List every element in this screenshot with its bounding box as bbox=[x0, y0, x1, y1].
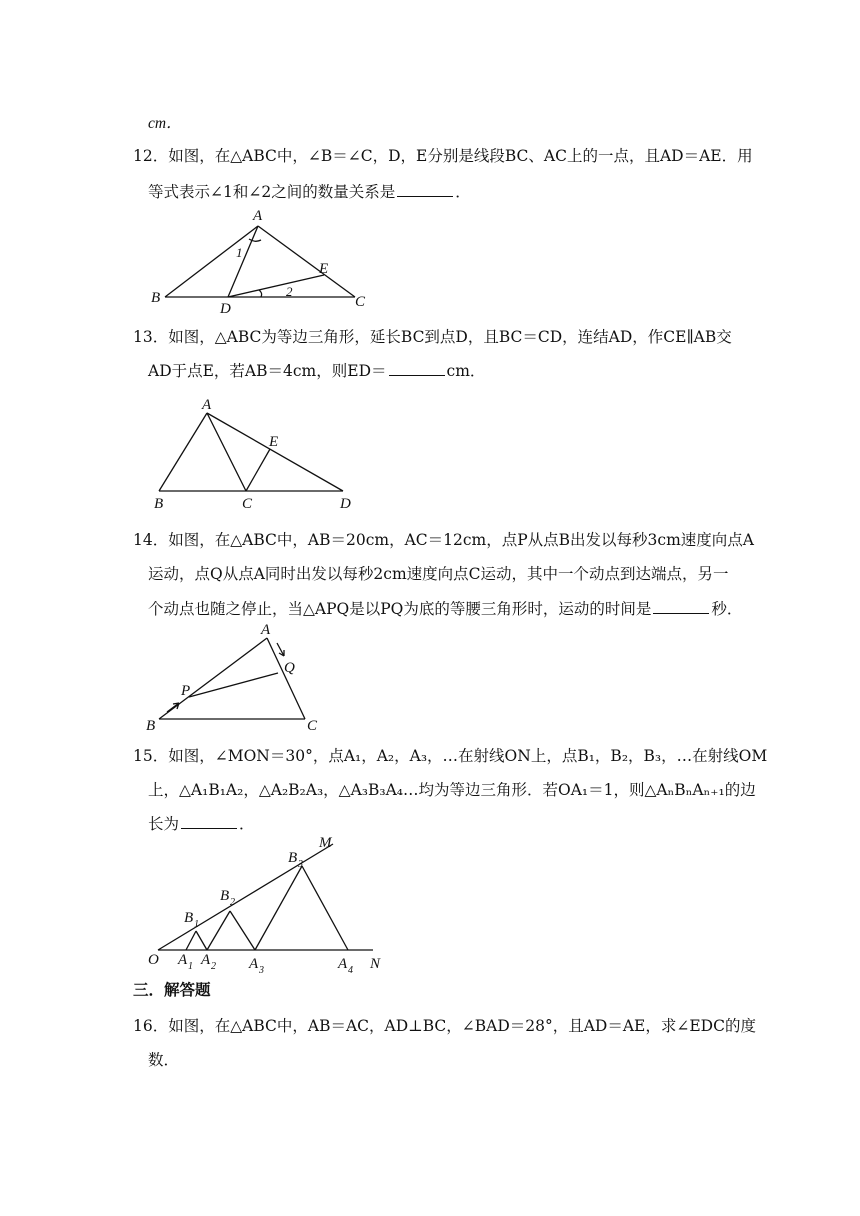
angle-2-label: 2 bbox=[286, 284, 293, 299]
label-D: D bbox=[220, 301, 231, 317]
label-N: N bbox=[370, 956, 381, 972]
q14-line1: 14．如图，在△ABC中，AB＝20cm，AC＝12cm，点P从点B出发以每秒3cm速度向点A bbox=[133, 531, 754, 549]
label-B2: B bbox=[220, 888, 230, 904]
q12-line1: 12．如图，在△ABC中，∠B＝∠C，D，E分别是线段BC、AC上的一点，且AD＝AE．用 bbox=[133, 147, 753, 165]
q12-line2: 等式表示∠1和∠2之间的数量关系是 ． bbox=[148, 183, 471, 201]
q16-line2: 数． bbox=[148, 1051, 180, 1069]
answer-blank bbox=[181, 814, 237, 829]
q14-figure bbox=[143, 620, 343, 735]
q15-line1: 15．如图，∠MON＝30°，点A₁，A₂，A₃，…在射线ON上，点B₁，B₂，B₃，…在射线OM bbox=[133, 747, 768, 765]
q15-line3: 长为 ． bbox=[148, 815, 255, 833]
svg-text:1: 1 bbox=[188, 961, 193, 972]
label-B: B bbox=[151, 290, 161, 306]
label-B3: B bbox=[288, 850, 298, 866]
angle-1-label: 1 bbox=[236, 245, 243, 260]
label-B: B bbox=[146, 718, 156, 734]
svg-text:3: 3 bbox=[259, 965, 264, 976]
label-E: E bbox=[269, 434, 279, 450]
label-C: C bbox=[307, 718, 318, 734]
label-E: E bbox=[319, 261, 329, 277]
label-O: O bbox=[148, 952, 159, 968]
q14-line3: 个动点也随之停止，当△APQ是以PQ为底的等腰三角形时，运动的时间是 秒． bbox=[148, 600, 743, 618]
label-C: C bbox=[242, 496, 253, 512]
label-C: C bbox=[355, 294, 366, 310]
q16-line1: 16．如图，在△ABC中，AB＝AC，AD⊥BC，∠BAD＝28°，且AD＝AE，求∠EDC的度 bbox=[133, 1017, 756, 1035]
svg-text:2: 2 bbox=[211, 961, 216, 972]
label-M: M bbox=[319, 835, 332, 851]
q13-line2: AD于点E，若AB＝4cm，则ED＝ cm． bbox=[148, 362, 486, 380]
q15-figure bbox=[143, 833, 393, 975]
section-heading: 三．解答题 bbox=[133, 980, 211, 999]
label-B1: B bbox=[184, 910, 194, 926]
q13-figure bbox=[150, 393, 365, 515]
q13-line1: 13．如图，△ABC为等边三角形，延长BC到点D，且BC＝CD，连结AD，作CE∥AB交 bbox=[133, 328, 732, 346]
label-A: A bbox=[261, 622, 271, 638]
answer-blank bbox=[389, 361, 445, 376]
label-A: A bbox=[253, 208, 263, 224]
label-A2: A bbox=[201, 952, 211, 968]
q11-tail: cm． bbox=[148, 115, 182, 132]
q14-line2: 运动，点Q从点A同时出发以每秒2cm速度向点C运动，其中一个动点到达端点，另一 bbox=[148, 565, 729, 583]
q15-line2: 上，△A₁B₁A₂，△A₂B₂A₃，△A₃B₃A₄…均为等边三角形．若OA₁＝1，则△AₙBₙAₙ₊₁的边 bbox=[148, 781, 756, 799]
answer-blank bbox=[397, 182, 453, 197]
label-A: A bbox=[202, 397, 212, 413]
svg-text:3: 3 bbox=[298, 859, 303, 870]
label-A3: A bbox=[249, 956, 259, 972]
q12-figure bbox=[145, 205, 385, 315]
svg-text:4: 4 bbox=[348, 965, 353, 976]
svg-text:1: 1 bbox=[194, 919, 199, 930]
label-D: D bbox=[340, 496, 351, 512]
svg-text:2: 2 bbox=[230, 897, 235, 908]
label-A1: A bbox=[178, 952, 188, 968]
label-B: B bbox=[154, 496, 164, 512]
label-P: P bbox=[181, 683, 191, 699]
answer-blank bbox=[653, 599, 709, 614]
label-A4: A bbox=[338, 956, 348, 972]
label-Q: Q bbox=[284, 660, 295, 676]
